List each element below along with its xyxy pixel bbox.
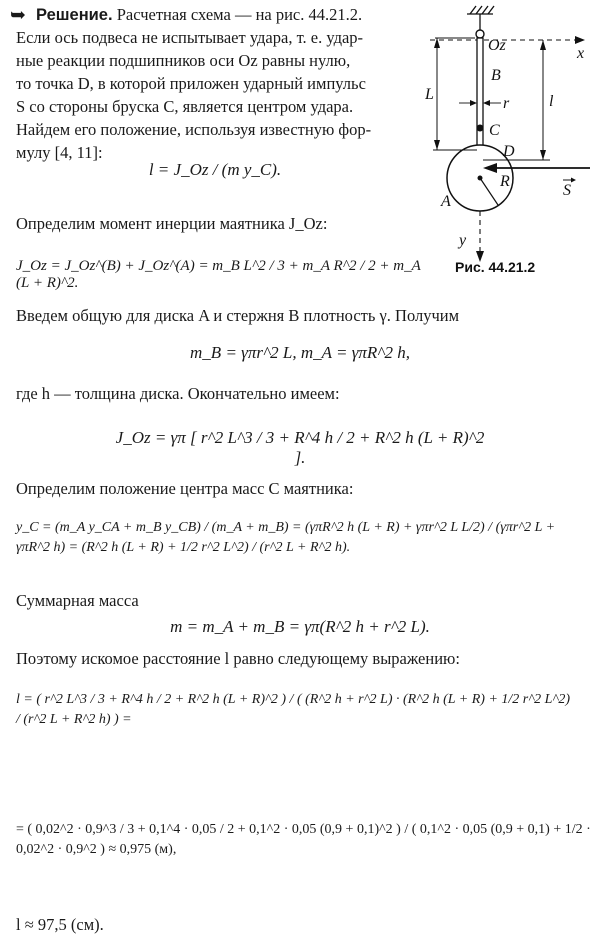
- formula-masses: m_B = γπr^2 L, m_A = γπR^2 h,: [190, 343, 410, 362]
- solution-heading: Решение.: [36, 6, 113, 24]
- intro-line-1: Если ось подвеса не испытывает удара, т. е. удар-: [16, 28, 364, 47]
- intro-line-3: то точка D, в которой приложен ударный импульс: [16, 74, 366, 93]
- label-l-rod: L: [425, 86, 434, 103]
- rod-b: [477, 38, 483, 150]
- intro-line-0: Решение. Расчетная схема — на рис. 44.21.2.: [36, 5, 363, 24]
- formula-j-final: J_Oz = γπ [ r^2 L^3 / 3 + R^4 h / 2 + R^2 h (L + R)^2 ].: [115, 428, 485, 467]
- label-r-disk: R: [500, 173, 510, 190]
- support-hatch: [467, 6, 494, 30]
- figure-caption: Рис. 44.21.2: [455, 259, 536, 275]
- point-c: [477, 125, 484, 132]
- label-x: x: [577, 45, 585, 62]
- x-axis-arrow: [575, 36, 585, 44]
- label-oz: Oz: [488, 37, 506, 54]
- density-text: Введем общую для диска A и стержня B плотность γ. Получим: [16, 306, 460, 325]
- intro-line-6: мулу [4, 11]:: [16, 143, 103, 162]
- pointer-icon: ➥: [10, 5, 26, 26]
- moment-text: Определим момент инерции маятника J_Oz:: [16, 214, 328, 233]
- formula-l-expression: l = ( r^2 L^3 / 3 + R^4 h / 2 + R^2 h (L + R)^2 ) / ( (R^2 h + r^2 L) · (R^2 h (L + R) + 1/2 r^2 L^2) / (r^2 L + R^2 h) ) =: [16, 692, 571, 727]
- formula-yc: y_C = (m_A y_CA + m_B y_CB) / (m_A + m_B) = (γπR^2 h (L + R) + γπr^2 L L/2) / (γπr^2 L + γπR^2 h) = (R^2 h (L + R) + 1/2 r^2 L^2) / (r^2 L + R^2 h).: [16, 520, 556, 555]
- center-text: Определим положение центра масс C маятника:: [16, 479, 354, 498]
- formula-m: m = m_A + m_B = γπ(R^2 h + r^2 L).: [170, 617, 430, 636]
- label-a: A: [441, 193, 451, 210]
- thickness-text: где h — толщина диска. Окончательно имеем:: [16, 384, 340, 403]
- formula-l: l = J_Oz / (m y_C).: [148, 160, 282, 179]
- label-s: S: [563, 182, 571, 199]
- pendulum-figure: [425, 0, 600, 280]
- label-c: C: [489, 122, 500, 139]
- formula-j: J_Oz = J_Oz^(B) + J_Oz^(A) = m_B L^2 / 3 + m_A R^2 / 2 + m_A (L + R)^2.: [16, 258, 421, 291]
- label-l-dist: l: [549, 93, 554, 110]
- intro-line-5: Найдем его положение, используя известную фор-: [16, 120, 372, 139]
- label-d: D: [503, 143, 515, 160]
- intro-line-2: ные реакции подшипников оси Oz равны нулю,: [16, 51, 351, 70]
- label-b: B: [491, 67, 501, 84]
- total-mass-text: Суммарная масса: [16, 591, 139, 610]
- pivot-hinge: [476, 30, 484, 38]
- intro-line-4: S со стороны бруска C, является центром удара.: [16, 97, 354, 116]
- formula-numeric: = ( 0,02^2 · 0,9^3 / 3 + 0,1^4 · 0,05 / 2 + 0,1^2 · 0,05 (0,9 + 0,1)^2 ) / ( 0,1^2 · 0,05 (0,9 + 0,1) + 1/2 · 0,02^2 · 0,9^2 ) ≈ 0,975 (м),: [16, 822, 591, 857]
- label-r-rod: r: [503, 95, 510, 112]
- distance-text: Поэтому искомое расстояние l равно следующему выражению:: [16, 649, 460, 668]
- final-result: l ≈ 97,5 (см).: [16, 915, 104, 934]
- label-y: y: [459, 232, 467, 249]
